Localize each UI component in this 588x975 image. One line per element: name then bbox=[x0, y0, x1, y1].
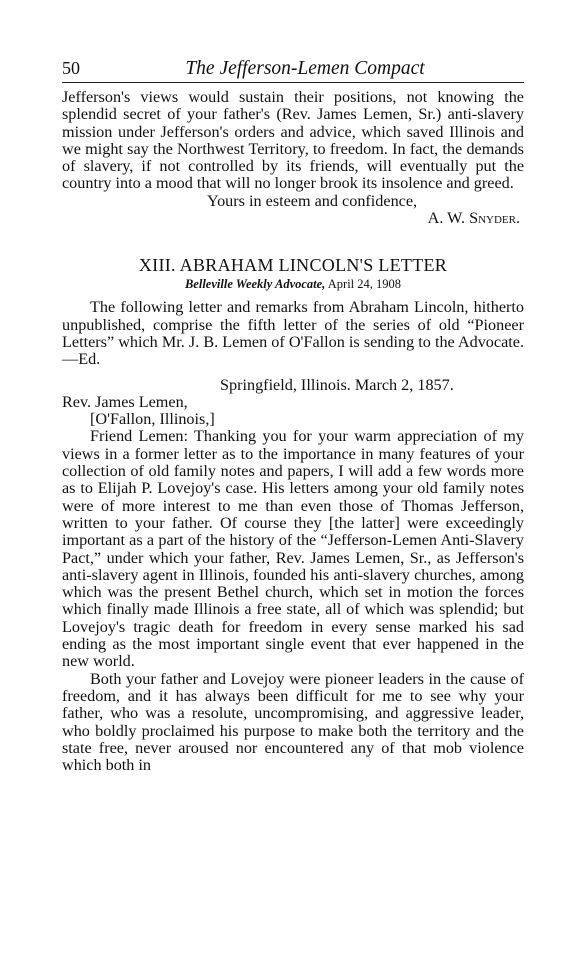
letter-paragraph: Friend Lemen: Thanking you for your warm appreciation of my views in a former letter as to the importance in many features of your collection of old family notes and papers, I will add a few words more as to Elijah P. Lovejoy's case. His letters among your old family notes were of more interest to me than even those of Thomas Jefferson, written to your father. Of course they [the latter] were exceedingly important as a part of the history of the “Jefferson-Lemen Anti-Slavery Pact,” under which your father, Rev. James Lemen, Sr., as Jefferson's anti-slavery agent in Illinois, founded his anti-slavery churches, among which was the present Bethel church, which set in motion the forces which finally made Illinois a free state, all of which was splendid; but Lovejoy's tragic death for freedom in every sense marked his sad ending as the most important single event that ever happened in the new world. bbox=[62, 427, 524, 671]
letter-recipient: Rev. James Lemen, bbox=[62, 392, 188, 411]
source-line bbox=[62, 275, 524, 293]
section-title: XIII. ABRAHAM LINCOLN'S LETTER bbox=[138, 255, 448, 276]
letter-paragraph: Both your father and Lovejoy were pioneer leaders in the cause of freedom, and it has always been difficult for me to see why your father, who was a resolute, uncompromising, and aggressive leader, who boldly proclaimed his purpose to make both the territory and the state free, never aroused nor encountered any of that mob violence which both in bbox=[62, 669, 524, 775]
running-title: The Jefferson-Lemen Compact bbox=[185, 58, 425, 79]
editor-note: The following letter and remarks from Abraham Lincoln, hitherto unpublished, comprise the fifth letter of the series of old “Pioneer Letters” which Mr. J. B. Lemen of O'Fallon is sending to the Advocate.—Ed. bbox=[62, 298, 524, 369]
letter-closing: Yours in esteem and confidence, bbox=[207, 191, 418, 210]
page-number: 50 bbox=[62, 58, 80, 78]
letter-place-date: Springfield, Illinois. March 2, 1857. bbox=[220, 375, 454, 394]
source-publication: Belleville Weekly Advocate, bbox=[184, 277, 326, 292]
page-header bbox=[62, 58, 524, 83]
book-page bbox=[62, 58, 524, 774]
letter-recipient-place: [O'Fallon, Illinois,] bbox=[90, 410, 215, 429]
intro-paragraph: Jefferson's views would sustain their positions, not knowing the splendid secret of your father's (Rev. James Lemen, Sr.) anti-slavery mission under Jefferson's orders and advice, which saved Illinois and we might say the Northwest Territory, to freedom. In fact, the demands of slavery, if not controlled by its friends, will eventually put the country into a mood that will no longer brook its insolence and greed. bbox=[62, 88, 524, 193]
source-date: April 24, 1908 bbox=[325, 277, 402, 292]
signature bbox=[62, 210, 524, 227]
signature-initials: A. W. bbox=[427, 209, 466, 228]
signature-name: Snyder. bbox=[469, 209, 520, 228]
